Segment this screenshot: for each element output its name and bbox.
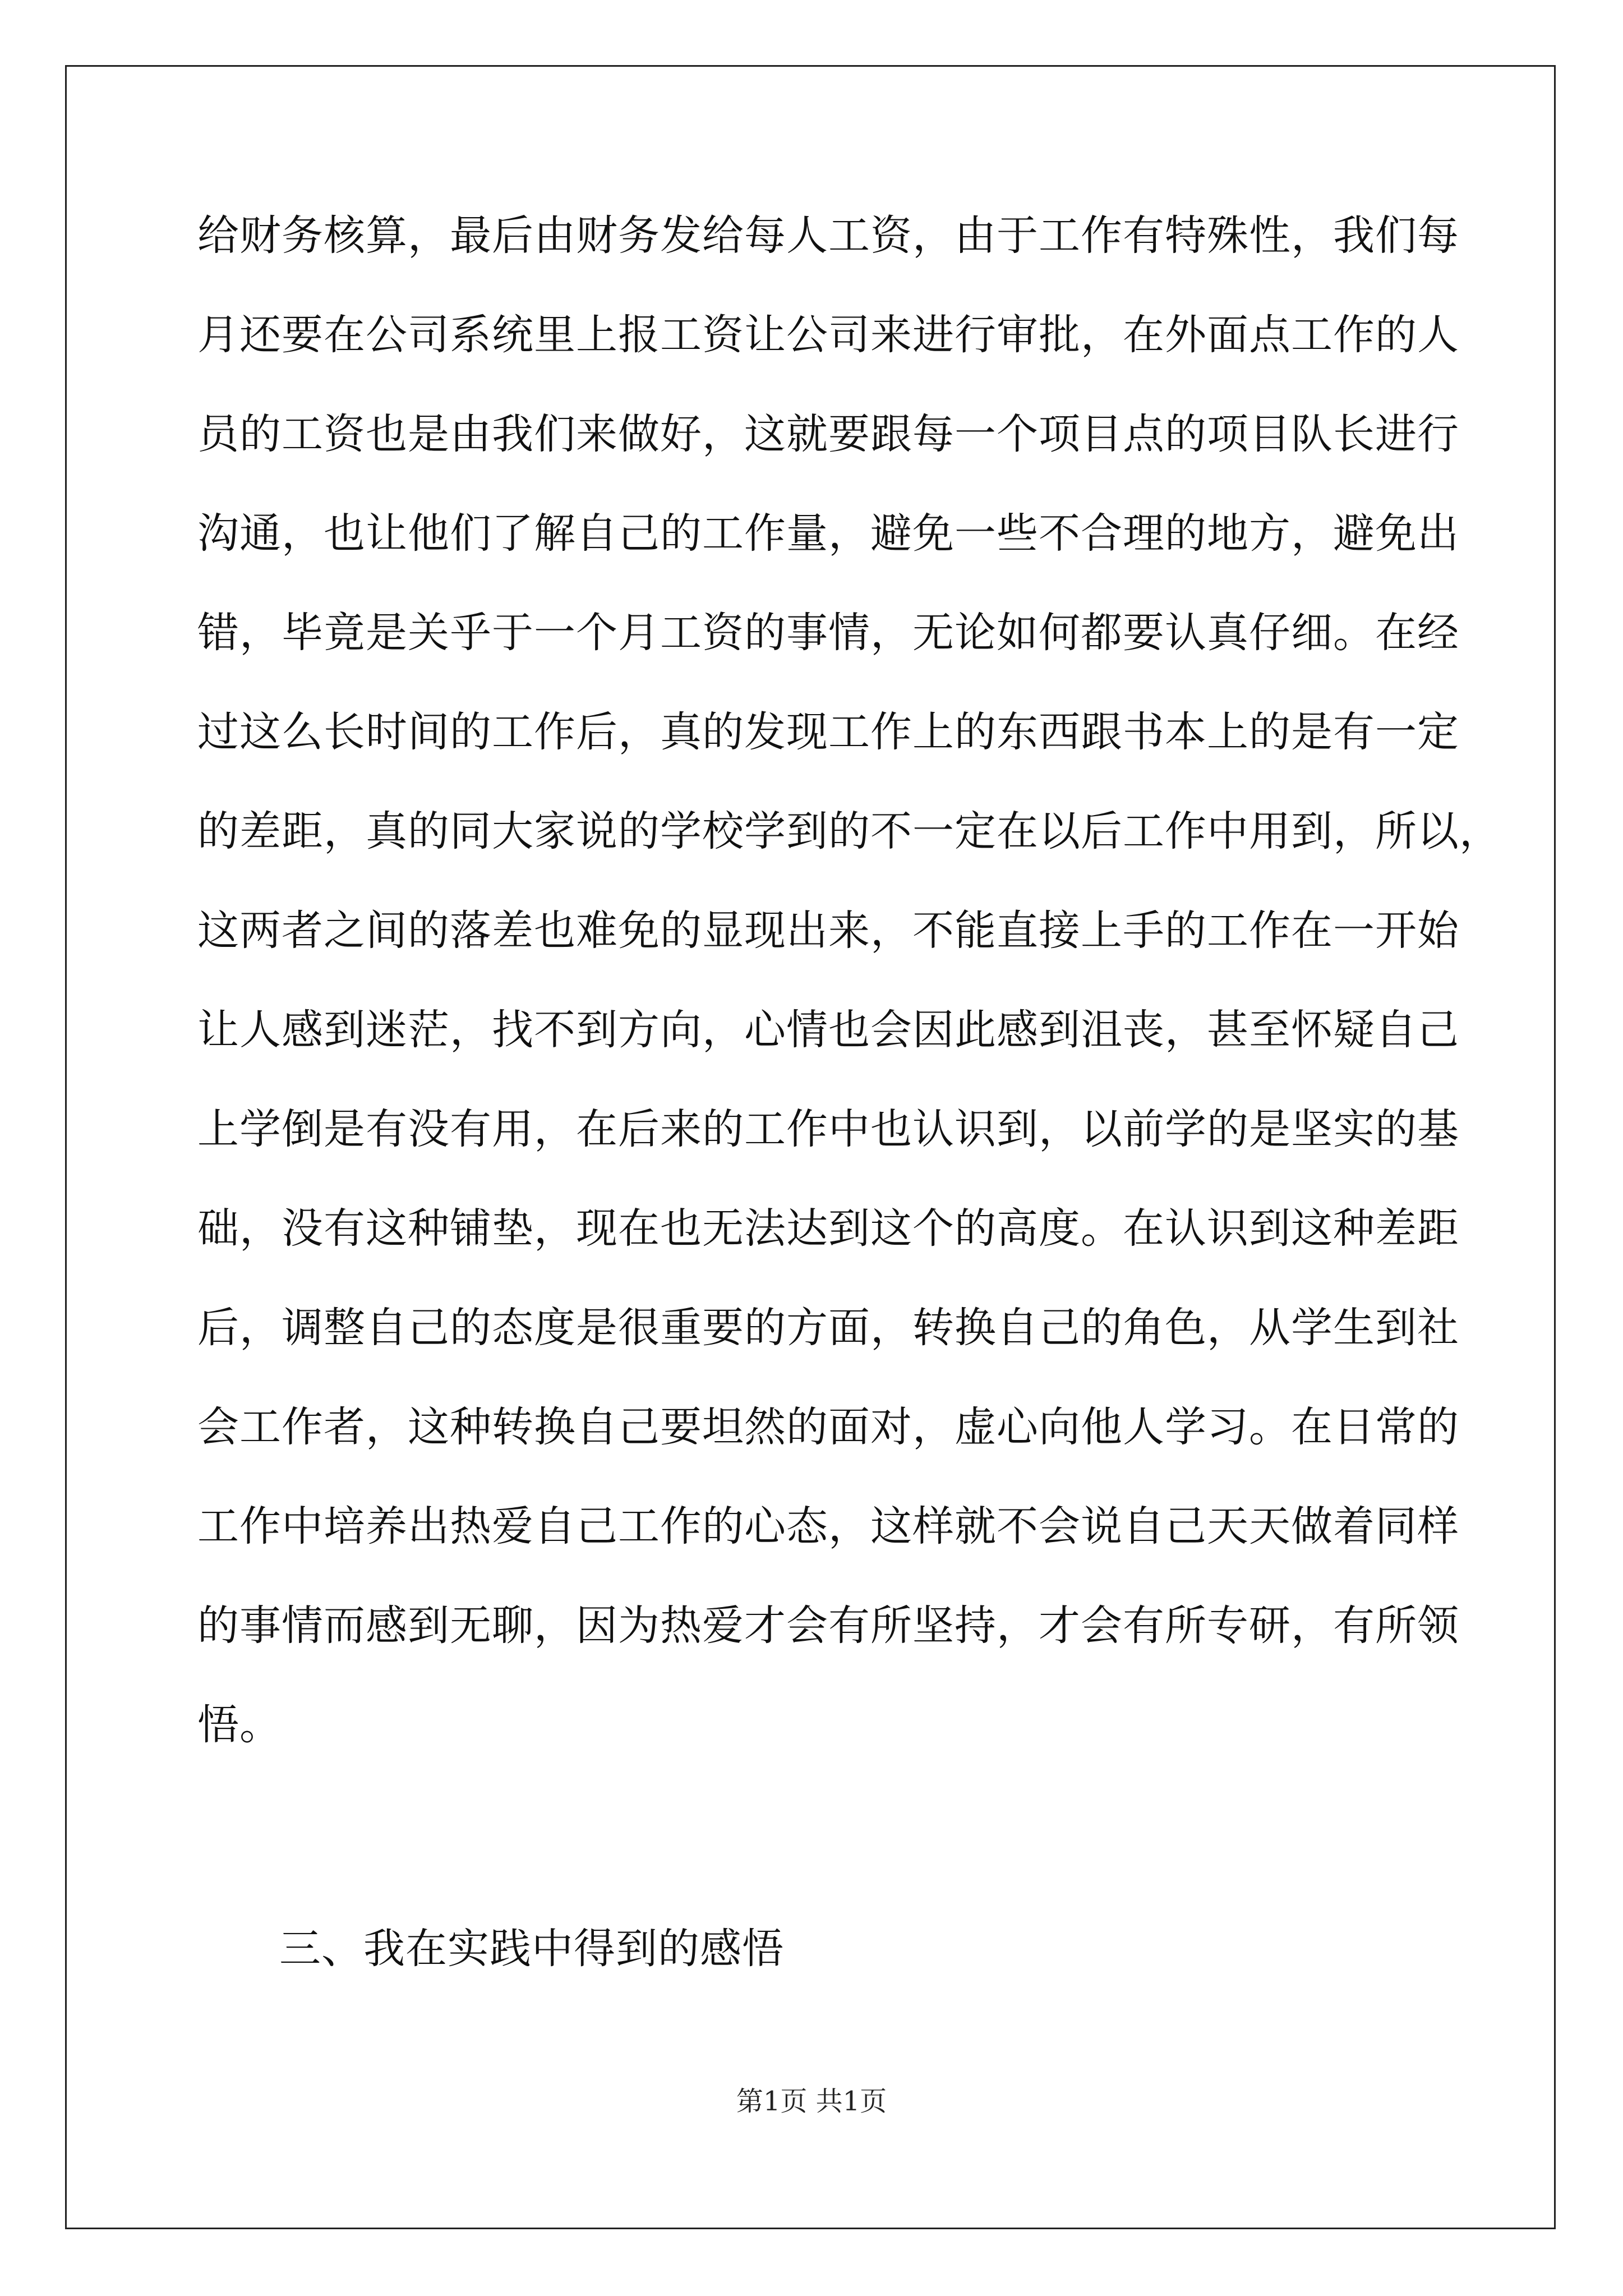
document-body [197,209,1501,1797]
section-heading: 三、我在实践中得到的感悟 [279,1925,784,1973]
text-line: 月还要在公司系统里上报工资让公司来进行审批，在外面点工作的人 [197,311,1459,359]
text-line: 错，毕竟是关乎于一个月工资的事情，无论如何都要认真仔细。在经 [197,609,1459,657]
text-line: 过这么长时间的工作后，真的发现工作上的东西跟书本上的是有一定 [197,708,1459,756]
text-line: 让人感到迷茫，找不到方向，心情也会因此感到沮丧，甚至怀疑自己 [197,1006,1459,1054]
text-line: 的事情而感到无聊，因为热爱才会有所坚持，才会有所专研，有所领 [197,1602,1459,1650]
text-line: 后，调整自己的态度是很重要的方面，转换自己的角色，从学生到社 [197,1304,1459,1352]
text-line: 悟。 [197,1701,282,1749]
text-line: 沟通，也让他们了解自己的工作量，避免一些不合理的地方，避免出 [197,509,1459,558]
text-line: 员的工资也是由我们来做好，这就要跟每一个项目点的项目队长进行 [197,410,1459,458]
text-line: 这两者之间的落差也难免的显现出来，不能直接上手的工作在一开始 [197,907,1459,955]
text-line: 础，没有这种铺垫，现在也无法达到这个的高度。在认识到这种差距 [197,1204,1459,1253]
text-line: 的差距，真的同大家说的学校学到的不一定在以后工作中用到，所以， [197,807,1501,855]
text-line: 工作中培养出热爱自己工作的心态，这样就不会说自己天天做着同样 [197,1502,1459,1550]
text-line: 会工作者，这种转换自己要坦然的面对，虚心向他人学习。在日常的 [197,1403,1459,1451]
text-line: 给财务核算，最后由财务发给每人工资，由于工作有特殊性，我们每 [197,211,1459,260]
page-number-footer: 第1页 共1页 [736,2086,887,2117]
text-line: 上学倒是有没有用，在后来的工作中也认识到，以前学的是坚实的基 [197,1105,1459,1153]
